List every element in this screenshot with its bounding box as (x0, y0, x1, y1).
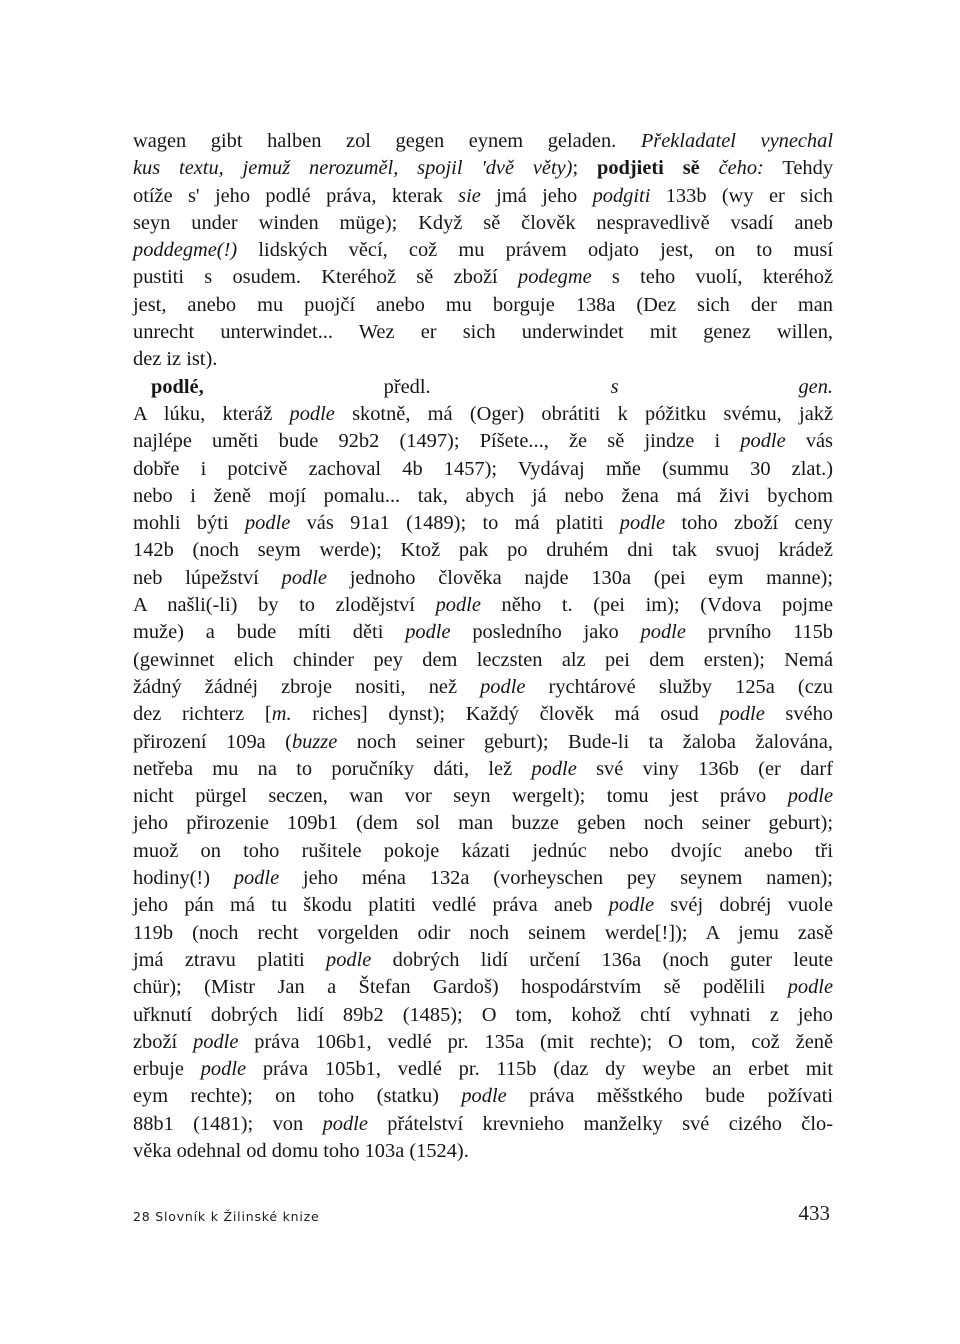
italic-text: podgiti (592, 184, 651, 207)
text-line (133, 292, 833, 319)
text-segment: Tehdy (763, 157, 834, 180)
text-line (133, 838, 833, 865)
text-line (133, 729, 833, 756)
body-text (133, 128, 833, 1165)
text-segment: své viny 136b (er darf (576, 757, 833, 780)
text-segment: dez iz ist). (133, 348, 218, 371)
text-segment: jeho pán má tu škodu platiti vedlé práva aneb (133, 894, 609, 917)
text-segment: mohli býti (133, 512, 245, 535)
bold-text: podjieti (597, 157, 664, 180)
italic-text: podle (200, 1058, 247, 1081)
text-segment: jeho přirozenie 109b1 (dem sol man buzze geben noch seiner geburt); (133, 812, 833, 835)
text-line (133, 319, 833, 346)
text-segment: jednoho člověka najde 130a (pei eym manne); (326, 566, 833, 589)
text-segment: eym rechte); on toho (statku) (133, 1085, 462, 1108)
text-segment: A lúku, kteráž (133, 402, 290, 425)
text-line (133, 237, 833, 264)
text-line (133, 701, 833, 728)
text-segment: práva měšstkého bude požívati (506, 1085, 834, 1108)
italic-text: podle (405, 621, 451, 644)
italic-text: podle (608, 894, 655, 917)
italic-text: podle (640, 621, 686, 644)
text-segment: erbuje (133, 1058, 201, 1081)
bold-text: sě (682, 157, 700, 180)
italic-text: podle (281, 566, 327, 589)
text-line (133, 619, 833, 646)
text-segment: dobře i potcivě zachoval 4b 1457); Vydávaj mňe (summu 30 zlat.) (133, 457, 833, 480)
text-segment: jmá ztravu platiti (133, 948, 327, 971)
text-segment: dez richterz [ (133, 703, 272, 726)
italic-text: poddegme(!) (133, 239, 238, 262)
text-segment: noch seiner geburt); Bude-li ta žaloba žalována, (337, 730, 833, 753)
italic-text: podle (787, 976, 833, 999)
text-segment: netřeba mu na to poručníky dáti, lež (133, 757, 532, 780)
italic-text: s gen. (610, 375, 833, 398)
text-segment: skotně, má (Oger) obrátiti k póžitku svému, jakž (334, 402, 833, 425)
text-segment: wagen gibt halben zol gegen eynem geladen. (133, 130, 641, 152)
text-segment: práva 106b1, vedlé pr. 135a (mit rechte); O tom, což ženě (238, 1030, 833, 1053)
text-line (133, 920, 833, 947)
page-number: 433 (798, 1201, 830, 1225)
text-segment: nebo i ženě mojí pomalu... tak, abych já nebo žena má živi bychom (133, 484, 833, 507)
text-segment: neb lúpežství (133, 566, 282, 589)
italic-text: podle (531, 757, 577, 780)
text-line (133, 674, 833, 701)
text-segment: muže) a bude míti děti (133, 621, 406, 644)
text-segment: vás (785, 430, 833, 453)
text-line (133, 346, 833, 373)
text-segment: lidských věcí, což mu právem odjato jest, on to musí (237, 239, 833, 262)
text-segment: s teho vuolí, kteréhož (591, 266, 834, 289)
text-segment: zboží (133, 1030, 194, 1053)
italic-text: podle (244, 512, 291, 535)
text-segment: jest, anebo mu puojčí anebo mu borguje 138a (Dez sich der man (133, 293, 833, 316)
text-segment: předl. (203, 375, 611, 398)
text-segment: jeho ména 132a (vorheyschen pey seynem namen); (279, 867, 833, 890)
text-line (133, 537, 833, 564)
text-line (133, 483, 833, 510)
text-segment: nicht pürgel seczen, wan vor seyn wergelt); tomu jest právo (133, 785, 788, 808)
text-segment: rychtárové služby 125a (czu (525, 675, 833, 698)
text-segment: přátelství krevnieho manželky své cizého člo- (367, 1112, 833, 1135)
italic-text: Překladatel vynechal (640, 130, 833, 152)
italic-text: podle (193, 1030, 239, 1053)
italic-text: podle (480, 675, 526, 698)
text-segment: jmá jeho (480, 184, 593, 207)
text-line (133, 1056, 833, 1083)
text-segment: 88b1 (1481); von (133, 1112, 323, 1135)
text-segment: svéj dobréj vuole (654, 894, 833, 917)
text-line (133, 592, 833, 619)
italic-text: podle (326, 948, 372, 971)
text-segment: toho zboží ceny (665, 512, 834, 535)
text-segment: pustiti s osudem. Kteréhož sě zboží (133, 266, 519, 289)
text-segment: vás 91a1 (1489); to má platiti (290, 512, 620, 535)
text-segment: unrecht unterwindet... Wez er sich underwindet mit genez willen, (133, 321, 833, 344)
text-segment: dobrých lidí určení 136a (noch guter leute (371, 948, 833, 971)
text-segment (700, 157, 719, 179)
text-segment: najlépe uměti bude 92b2 (1497); Píšete..., že sě jindze i (133, 430, 741, 453)
text-line (133, 647, 833, 674)
text-line (133, 1002, 833, 1029)
italic-text: podle (322, 1112, 368, 1135)
text-segment: chür); (Mistr Jan a Štefan Gardoš) hospodárstvím sě podělili (133, 976, 788, 999)
text-line (133, 155, 833, 182)
text-line (133, 565, 833, 592)
text-line (133, 892, 833, 919)
text-line (133, 947, 833, 974)
text-segment: 119b (noch recht vorgelden odir noch seinem werde[!]); A jemu zasě (133, 921, 833, 944)
text-line (133, 374, 833, 401)
text-line (133, 183, 833, 210)
text-line (133, 756, 833, 783)
text-segment (664, 157, 683, 179)
text-segment: věka odehnal od domu toho 103a (1524). (133, 1139, 469, 1162)
text-segment: prvního 115b (685, 621, 833, 644)
text-line (133, 510, 833, 537)
italic-text: kus textu, jemuž nerozuměl, spojil 'dvě věty) (133, 157, 573, 180)
text-line (133, 456, 833, 483)
text-segment: muož on toho rušitele pokoje kázati jednúc nebo dvojíc anebo tři (133, 839, 833, 862)
text-segment: (gewinnet elich chinder pey dem leczsten alz pei dem ersten); Nemá (133, 648, 833, 671)
text-line (133, 1029, 833, 1056)
italic-text: podegme (518, 266, 592, 289)
text-segment: něho t. (pei im); (Vdova pojme (480, 594, 833, 617)
bold-text: podlé, (151, 375, 204, 398)
text-segment: žádný žádnéj zbroje nositi, než (133, 675, 481, 698)
text-segment: uřknutí dobrých lidí 89b2 (1485); O tom, kohož chtí vyhnati z jeho (133, 1003, 833, 1026)
italic-text: sie (458, 184, 481, 207)
text-line (133, 974, 833, 1001)
text-segment: přirození 109a ( (133, 730, 292, 753)
text-segment: 133b (wy er sich (650, 184, 834, 207)
text-segment: práva 105b1, vedlé pr. 115b (daz dy weybe an erbet mit (246, 1058, 834, 1081)
italic-text: čeho: (718, 157, 764, 180)
italic-text: podle (289, 402, 335, 425)
text-segment: svého (764, 703, 834, 726)
text-segment: ; (572, 157, 597, 180)
text-segment: otíže s' jeho podlé práva, kterak (133, 184, 459, 207)
text-line (133, 128, 833, 155)
text-segment: riches] dynst); Každý člověk má osud (291, 703, 720, 726)
text-line (133, 810, 833, 837)
text-line (133, 783, 833, 810)
italic-text: podle (787, 785, 833, 808)
text-line (133, 1138, 833, 1165)
text-segment: posledního jako (450, 621, 641, 644)
text-line (133, 264, 833, 291)
text-line (133, 401, 833, 428)
italic-text: podle (740, 430, 786, 453)
italic-text: podle (461, 1085, 507, 1108)
text-line (133, 865, 833, 892)
text-segment: 142b (noch seym werde); Ktož pak po druhém dni tak svuoj krádež (133, 539, 833, 562)
italic-text: podle (435, 594, 481, 617)
text-segment: hodiny(!) (133, 867, 234, 890)
text-line (133, 1111, 833, 1138)
text-line (133, 428, 833, 455)
text-line (133, 210, 833, 237)
page-footer (133, 1196, 833, 1226)
italic-text: podle (619, 512, 666, 535)
text-line (133, 1083, 833, 1110)
text-segment: A našli(-li) by to zlodějství (133, 594, 436, 617)
text-segment: seyn under winden müge); Když sě člověk nespravedlivě vsadí aneb (133, 211, 833, 234)
italic-text: podle (233, 867, 280, 890)
printer-signature: 28 Slovník k Žilinské knize (133, 1209, 320, 1224)
italic-text: buzze (291, 730, 338, 753)
italic-text: m. (271, 703, 292, 726)
italic-text: podle (719, 703, 765, 726)
